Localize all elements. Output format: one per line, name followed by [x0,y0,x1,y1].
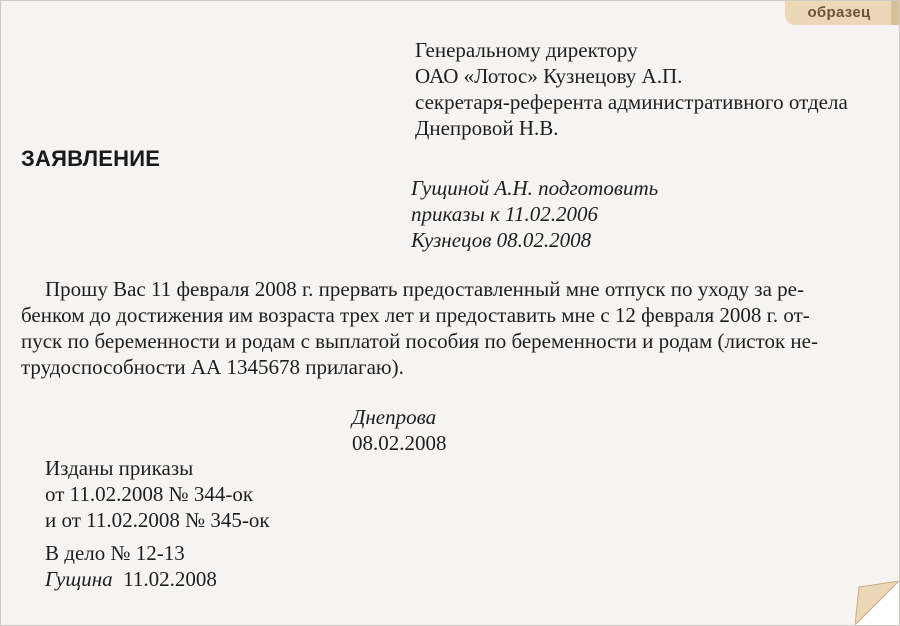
filing-line: В дело № 12-13 [45,541,185,565]
badge-tab-decoration [891,1,899,25]
addressee-line: ОАО «Лотос» Кузнецову А.П. [415,64,683,88]
filing-signature-line [45,566,217,592]
filing-date: 11.02.2008 [123,567,217,591]
body-line: бенком до достижения им возраста трех лет и предоставить мне с 12 февраля 2008 г. от- [21,303,810,327]
signature-name: Днепрова [352,405,437,429]
body-line: Прошу Вас 11 февраля 2008 г. прервать предоставленный мне отпуск по уходу за ре- [45,277,804,301]
addressee-line: секретаря-референта административного отдела [415,90,848,114]
page-fold-corner [855,581,899,625]
addressee-line: Днепровой Н.В. [415,116,559,140]
resolution-line: приказы к 11.02.2006 [411,202,598,226]
filing-signer: Гущина [45,567,113,591]
orders-line: от 11.02.2008 № 344-ок [45,482,254,506]
resolution-line: Гущиной А.Н. подготовить [411,176,659,200]
orders-line: Изданы приказы [45,456,194,480]
body-line: пуск по беременности и родам с выплатой пособия по беременности и родам (листок не- [21,329,818,353]
signature-date: 08.02.2008 [352,431,447,455]
orders-line: и от 11.02.2008 № 345-ок [45,508,270,532]
document-title: ЗАЯВЛЕНИЕ [21,146,161,171]
resolution-line: Кузнецов 08.02.2008 [411,228,592,252]
addressee-line: Генеральному директору [415,38,638,62]
sample-badge: образец [785,1,893,25]
body-line: трудоспособности АА 1345678 прилагаю). [21,355,404,379]
